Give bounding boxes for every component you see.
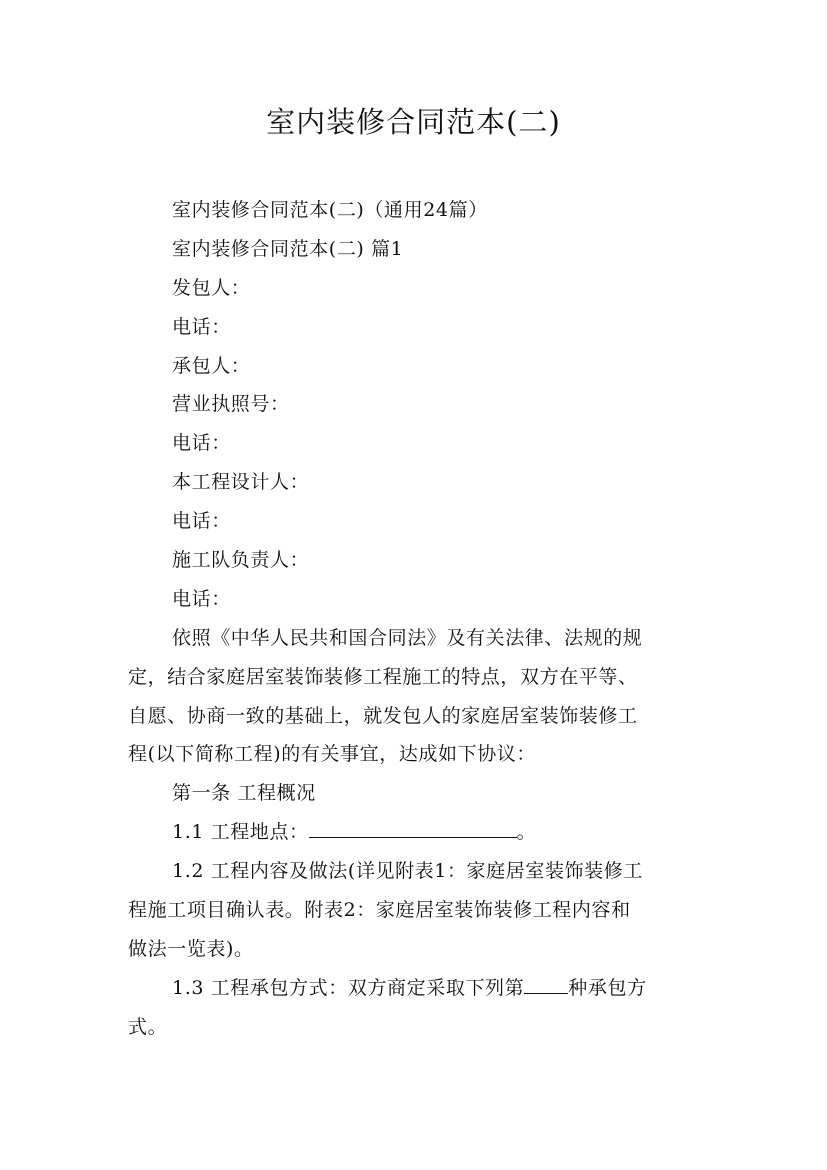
clause-1-3-cont: 式。 — [128, 1015, 168, 1038]
field-contractor-phone: 电话： — [172, 432, 231, 455]
field-team-leader: 施工队负责人： — [172, 549, 310, 572]
clause-1-3-text-end: 种承包方 — [568, 976, 647, 999]
clause-1-2: 1.2 工程内容及做法(详见附表1：家庭居室装饰装修工 — [172, 860, 643, 883]
field-business-license: 营业执照号： — [172, 393, 290, 416]
subtitle-line: 室内装修合同范本(二)（通用24篇） — [172, 199, 488, 221]
paragraph-line: 定，结合家庭居室装饰装修工程施工的特点，双方在平等、 — [128, 665, 638, 688]
clause-1-2-cont: 做法一览表)。 — [128, 937, 254, 960]
paragraph-line: 依照《中华人民共和国合同法》及有关法律、法规的规 — [172, 626, 643, 649]
clause-1-1-end: 。 — [516, 821, 537, 844]
paragraph-line: 程(以下简称工程)的有关事宜，达成如下协议： — [128, 743, 537, 766]
clause-1-3-text: 1.3 工程承包方式：双方商定采取下列第 — [172, 976, 525, 999]
section-heading: 室内装修合同范本(二) 篇1 — [172, 237, 404, 260]
field-designer-phone: 电话： — [172, 510, 231, 533]
clause-1-1 — [128, 813, 708, 852]
document-title: 室内装修合同范本(二) — [266, 105, 561, 139]
blank-underline — [309, 818, 517, 838]
clause-1-3 — [128, 969, 708, 1008]
blank-underline — [524, 974, 568, 994]
clause-1-1-text: 1.1 工程地点： — [172, 821, 309, 844]
field-employer-phone: 电话： — [172, 315, 231, 338]
field-team-leader-phone: 电话： — [172, 587, 231, 610]
paragraph-line: 自愿、协商一致的基础上，就发包人的家庭居室装饰装修工 — [128, 704, 638, 727]
field-designer: 本工程设计人： — [172, 471, 310, 494]
field-contractor: 承包人： — [172, 354, 251, 377]
clause-1-2-cont: 程施工项目确认表。附表2：家庭居室装饰装修工程内容和 — [128, 899, 631, 922]
document-body — [128, 191, 708, 1047]
article-heading: 第一条 工程概况 — [172, 782, 316, 805]
field-employer: 发包人： — [172, 276, 251, 299]
